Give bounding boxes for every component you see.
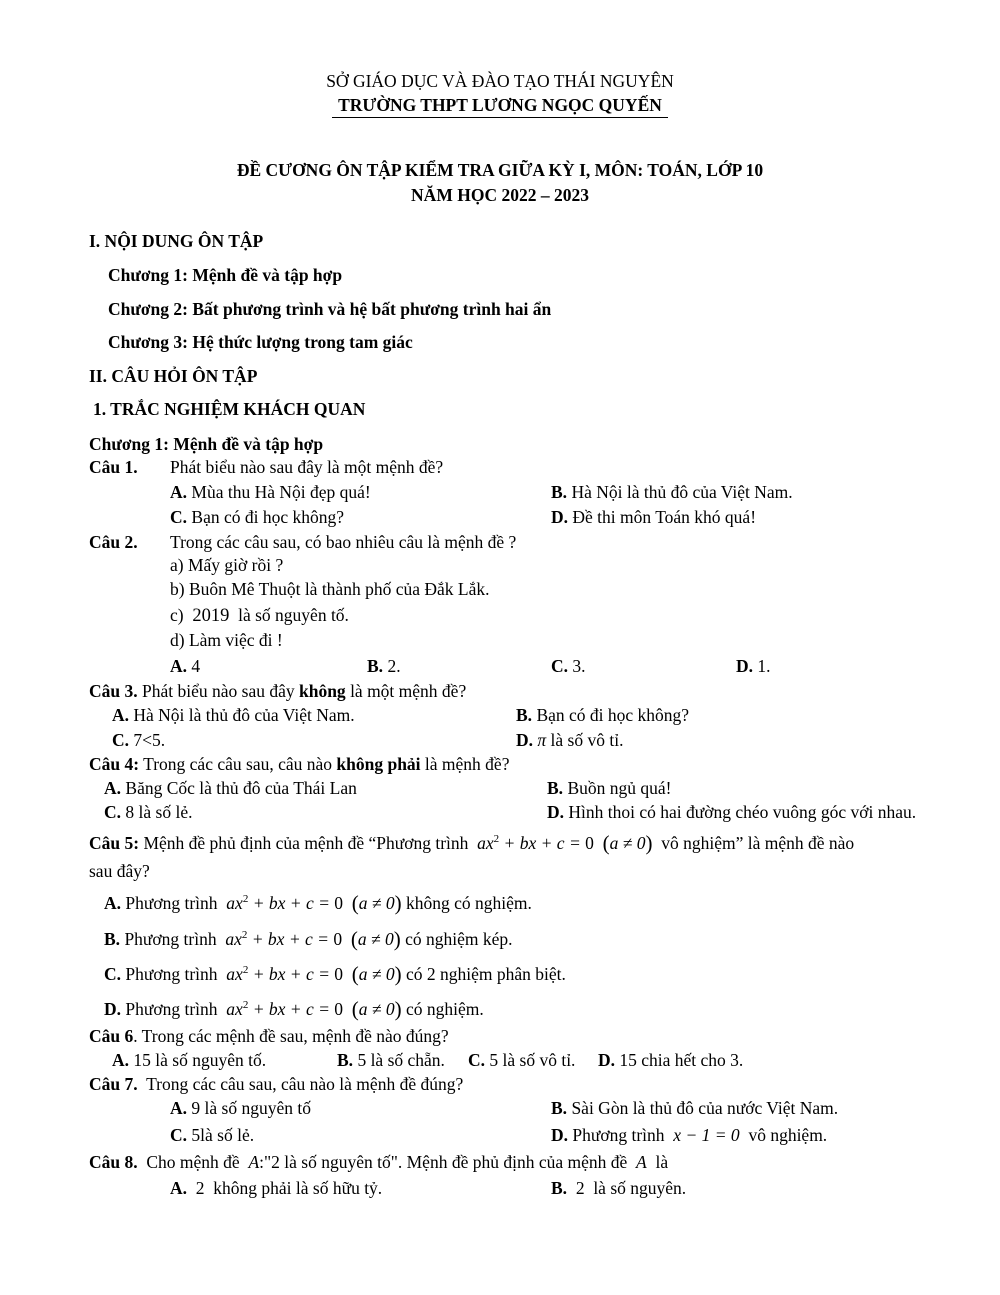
question-7-option-c: C. 5là số lẻ. — [170, 1125, 255, 1145]
question-3: Câu 3. Phát biểu nào sau đây không là một mệnh đề? — [89, 681, 467, 701]
question-2-option-d: D. 1. — [736, 656, 771, 676]
question-2-text: Trong các câu sau, có bao nhiêu câu là mệnh đề ? — [170, 532, 517, 552]
question-3-option-b: B. Bạn có đi học không? — [516, 705, 690, 725]
question-8: Câu 8. Cho mệnh đề A:"2 là số nguyên tố". Mệnh đề phủ định của mệnh đề A là — [89, 1152, 669, 1172]
question-4-option-b: B. Buồn ngủ quá! — [547, 778, 672, 798]
question-3-option-d: D. π là số vô tỉ. — [516, 730, 624, 750]
question-2-item-b: b) Buôn Mê Thuột là thành phố của Đắk Lắk. — [170, 579, 490, 599]
question-1-option-d: D. Đề thi môn Toán khó quá! — [551, 507, 757, 527]
question-6-option-b: B. 5 là số chẵn. — [337, 1050, 445, 1070]
question-2 — [89, 531, 517, 553]
question-6-option-d: D. 15 chia hết cho 3. — [598, 1050, 744, 1070]
question-5-option-b: B. Phương trình $ax^2$ + bx + c = 0 (a ≠ 0) có nghiệm kép. — [104, 927, 513, 951]
question-7-option-d: D. Phương trình x − 1 = 0 vô nghiệm. — [551, 1125, 828, 1145]
question-7: Câu 7. Trong các câu sau, câu nào là mệnh đề đúng? — [89, 1074, 464, 1094]
question-1 — [89, 456, 444, 478]
question-4: Câu 4: Trong các câu sau, câu nào không phải là mệnh đề? — [89, 754, 510, 774]
question-7-option-a: A. 9 là số nguyên tố — [170, 1098, 311, 1118]
question-4-option-a: A. Băng Cốc là thủ đô của Thái Lan — [104, 778, 357, 798]
question-6: Câu 6. Trong các mệnh đề sau, mệnh đề nào đúng? — [89, 1026, 449, 1046]
question-8-option-a: A. 2 không phải là số hữu tỷ. — [170, 1178, 383, 1198]
chapter-heading: Chương 1: Mệnh đề và tập hợp — [89, 434, 324, 454]
question-5-continuation: sau đây? — [89, 861, 150, 881]
question-6-option-c: C. 5 là số vô tỉ. — [468, 1050, 576, 1070]
question-4-option-c: C. 8 là số lẻ. — [104, 802, 193, 822]
question-2-label: Câu 2. — [89, 532, 138, 552]
question-1-option-a: A. Mùa thu Hà Nội đẹp quá! — [170, 482, 371, 502]
chapter-3-topic: Chương 3: Hệ thức lượng trong tam giác — [108, 332, 413, 352]
question-8-option-b: B. 2 là số nguyên. — [551, 1178, 687, 1198]
document-title: ĐỀ CƯƠNG ÔN TẬP KIỂM TRA GIỮA KỲ I, MÔN: TOÁN, LỚP 10 — [236, 160, 764, 180]
question-1-option-c: C. Bạn có đi học không? — [170, 507, 344, 527]
question-5-option-c: C. Phương trình $ax^2$ + bx + c = 0 (a ≠ 0) có 2 nghiệm phân biệt. — [104, 962, 566, 986]
question-2-item-d: d) Làm việc đi ! — [170, 630, 283, 650]
question-5-option-a: A. Phương trình $ax^2$ + bx + c = 0 (a ≠ 0) không có nghiệm. — [104, 891, 532, 915]
section-2-title: II. CÂU HỎI ÔN TẬP — [89, 366, 258, 386]
school-name-text: TRƯỜNG THPT LƯƠNG NGỌC QUYẾN — [332, 94, 668, 118]
question-6-option-a: A. 15 là số nguyên tố. — [112, 1050, 267, 1070]
chapter-2-topic: Chương 2: Bất phương trình và hệ bất phương trình hai ẩn — [108, 299, 552, 319]
question-2-option-b: B. 2. — [367, 656, 401, 676]
question-2-option-a: A. 4 — [170, 656, 201, 676]
question-5-option-d: D. Phương trình $ax^2$ + bx + c = 0 (a ≠ 0) có nghiệm. — [104, 997, 484, 1021]
question-5: Câu 5: Mệnh đề phủ định của mệnh đề “Phương trình $ax^2$ + bx + c = 0 (a ≠ 0) vô nghiệm” là mệnh đề nào — [89, 831, 855, 855]
question-2-item-a: a) Mấy giờ rồi ? — [170, 555, 284, 575]
subsection-multiple-choice: 1. TRẮC NGHIỆM KHÁCH QUAN — [93, 399, 366, 419]
question-7-option-b: B. Sài Gòn là thủ đô của nước Việt Nam. — [551, 1098, 839, 1118]
school-year: NĂM HỌC 2022 – 2023 — [411, 185, 589, 205]
question-2-item-c: c) 2019 là số nguyên tố. — [170, 605, 349, 626]
chapter-1-topic: Chương 1: Mệnh đề và tập hợp — [108, 265, 343, 285]
question-1-label: Câu 1. — [89, 457, 138, 477]
question-3-option-a: A. Hà Nội là thủ đô của Việt Nam. — [112, 705, 355, 725]
question-1-text: Phát biểu nào sau đây là một mệnh đề? — [170, 457, 444, 477]
department-name: SỞ GIÁO DỤC VÀ ĐÀO TẠO THÁI NGUYÊN — [326, 71, 674, 91]
section-1-title: I. NỘI DUNG ÔN TẬP — [89, 231, 264, 251]
equation: $ax^2$ + bx + c = 0 — [477, 833, 594, 853]
question-1-option-b: B. Hà Nội là thủ đô của Việt Nam. — [551, 482, 793, 502]
question-3-option-c: C. 7<5. — [112, 730, 166, 750]
school-name — [0, 94, 1000, 118]
question-4-option-d: D. Hình thoi có hai đường chéo vuông góc với nhau. — [547, 802, 917, 822]
question-2-option-c: C. 3. — [551, 656, 586, 676]
